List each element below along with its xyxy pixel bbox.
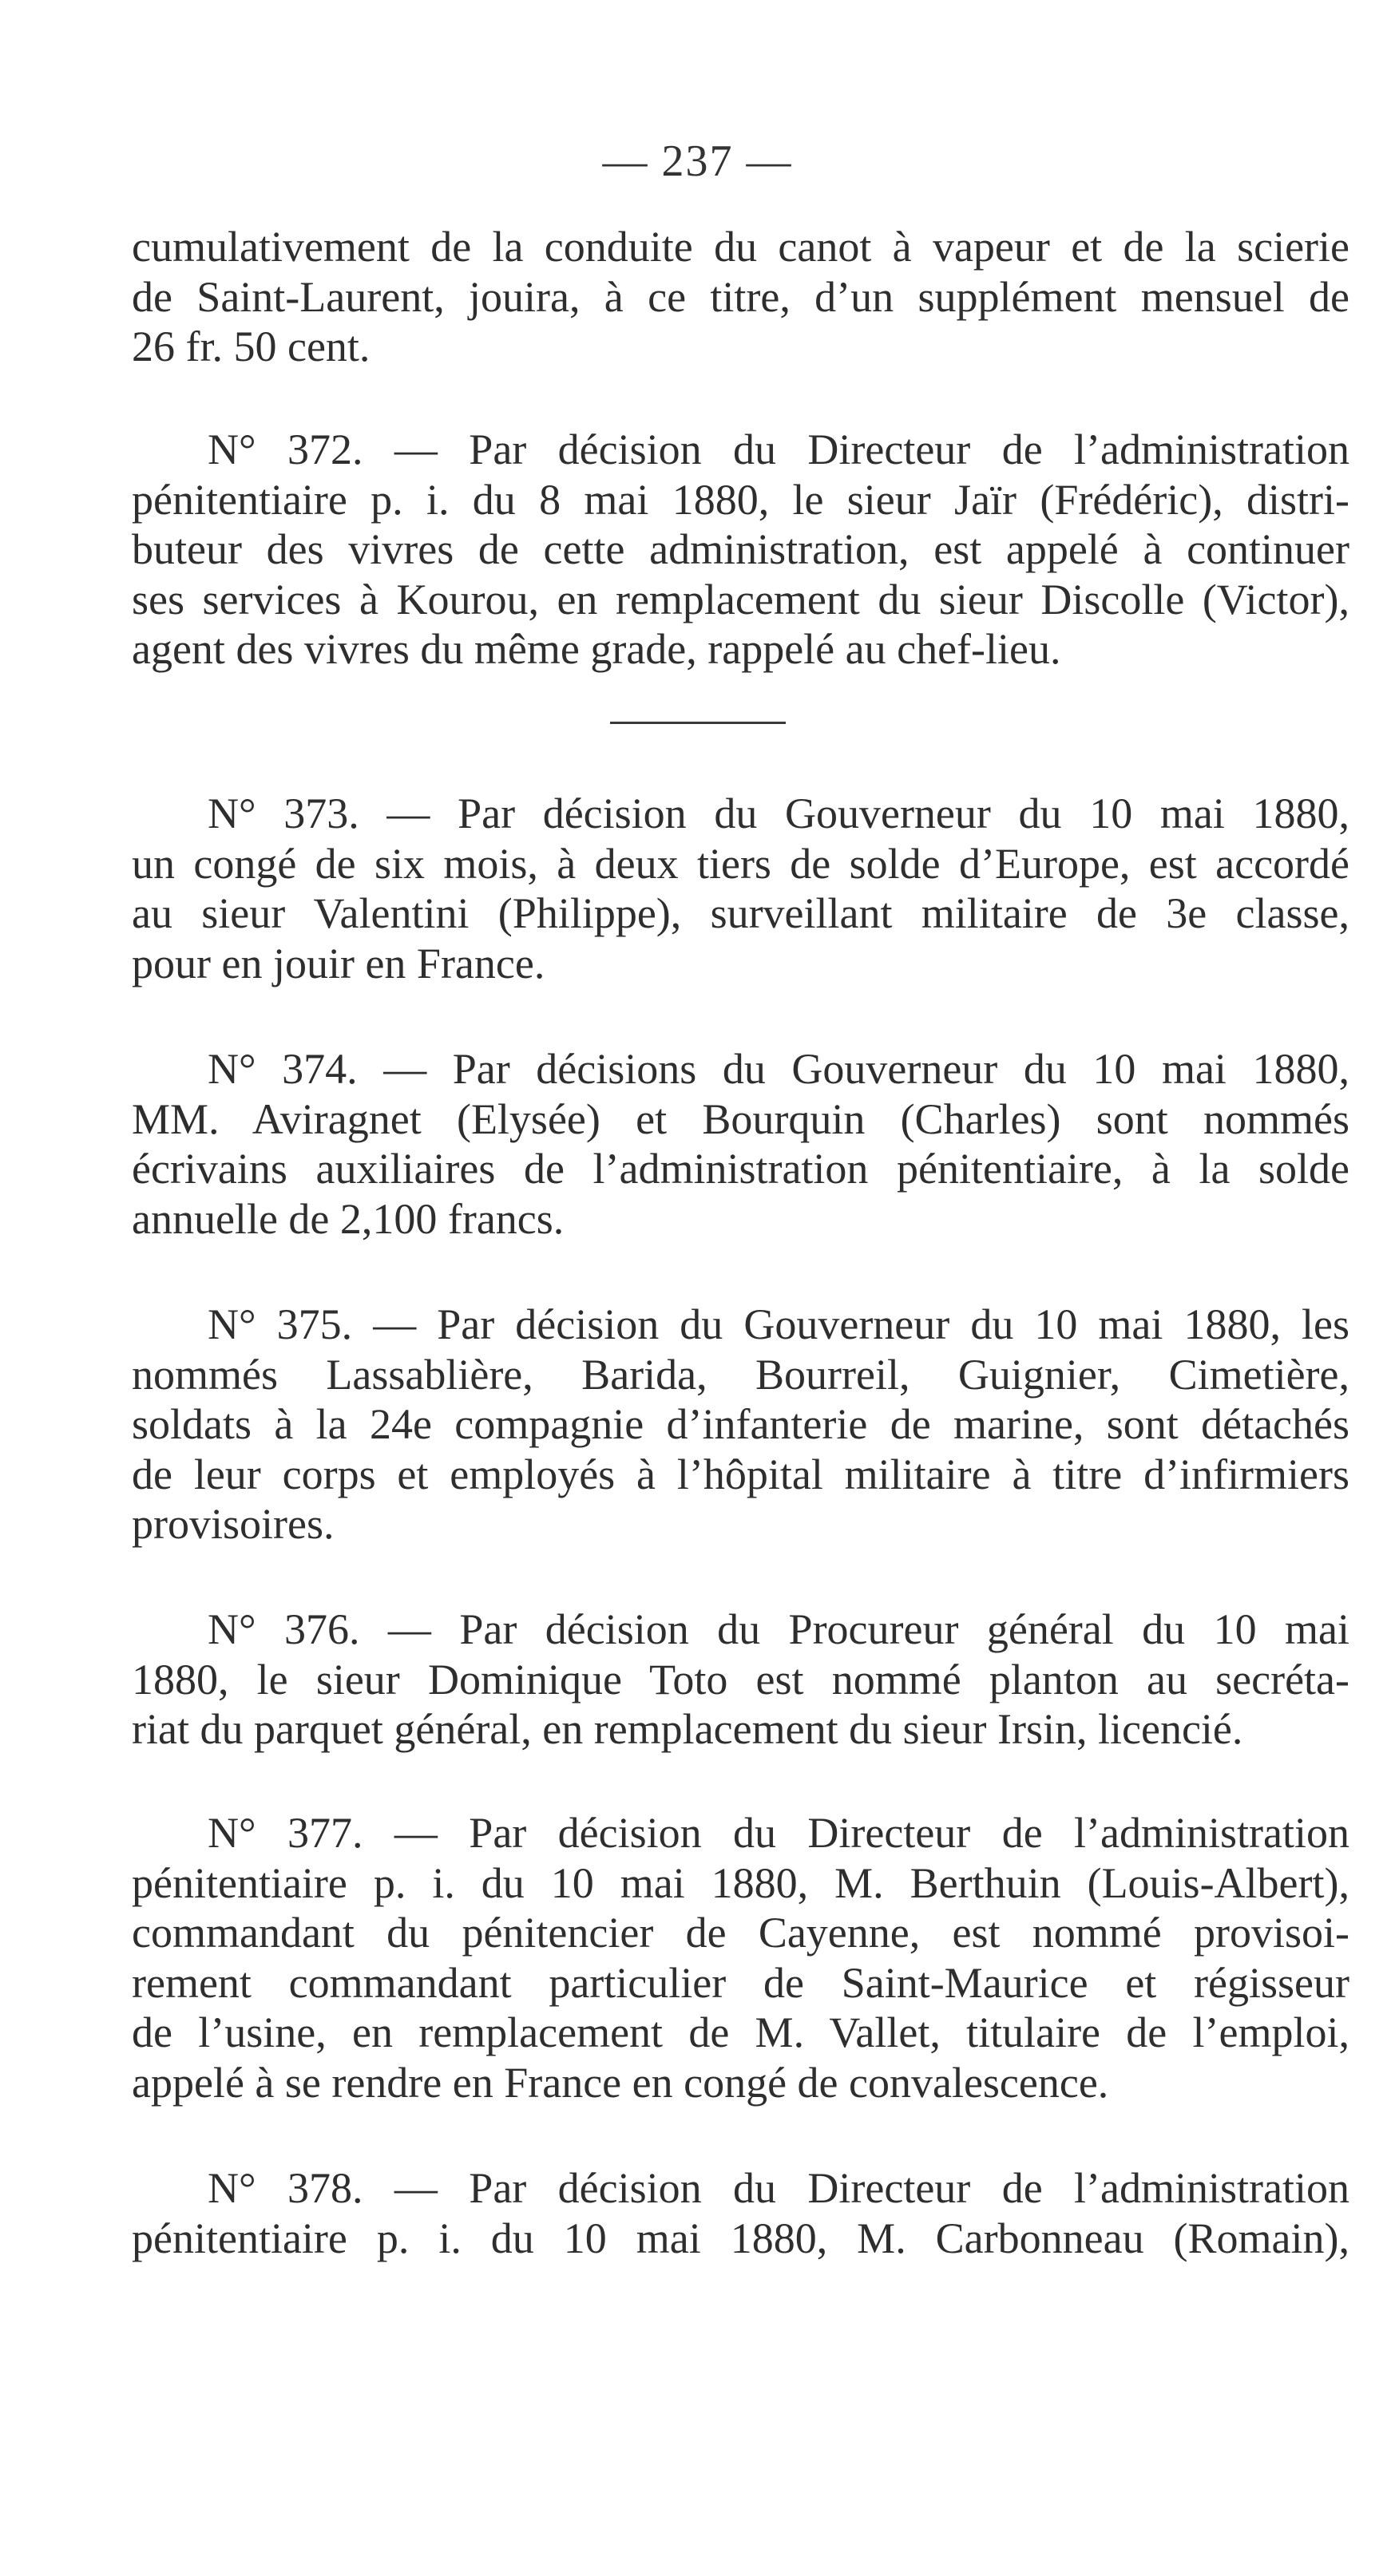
text-line: buteur des vivres de cette administration, est appelé à continuer — [132, 525, 1349, 573]
text-line: pour en jouir en France. — [132, 939, 545, 987]
text-line: N° 375. — Par décision du Gouverneur du 10 mai 1880, les — [208, 1300, 1349, 1348]
text-line: de Saint-Laurent, jouira, à ce titre, d’un supplément mensuel de — [132, 272, 1349, 321]
text-line: MM. Aviragnet (Elysée) et Bourquin (Charles) sont nommés — [132, 1094, 1349, 1143]
text-line: cumulativement de la conduite du canot à vapeur et de la scierie — [132, 223, 1349, 271]
text-line: écrivains auxiliaires de l’administration pénitentiaire, à la solde — [132, 1145, 1349, 1193]
paragraph-continuation — [132, 222, 1349, 372]
text-line: N° 378. — Par décision du Directeur de l’administration — [208, 2164, 1349, 2212]
text-line: appelé à se rendre en France en congé de convalescence. — [132, 2058, 1109, 2107]
text-line: pénitentiaire p. i. du 10 mai 1880, M. Berthuin (Louis-Albert), — [132, 1858, 1349, 1907]
text-line: N° 376. — Par décision du Procureur général du 10 mai — [208, 1605, 1349, 1653]
text-line: rement commandant particulier de Saint-Maurice et régisseur — [132, 1958, 1349, 2007]
paragraph-n378 — [132, 2163, 1349, 2263]
text-line: N° 372. — Par décision du Directeur de l’administration — [208, 425, 1349, 473]
paragraph-n377 — [132, 1808, 1349, 2107]
text-line: provisoires. — [132, 1500, 335, 1548]
text-line: riat du parquet général, en remplacement du sieur Irsin, licencié. — [132, 1705, 1243, 1753]
text-line: pénitentiaire p. i. du 8 mai 1880, le sieur Jaïr (Frédéric), distri- — [132, 475, 1349, 524]
paragraph-n373 — [132, 789, 1349, 988]
text-line: un congé de six mois, à deux tiers de solde d’Europe, est accordé — [132, 839, 1349, 888]
text-line: nommés Lassablière, Barida, Bourreil, Guignier, Cimetière, — [132, 1350, 1349, 1399]
paragraph-n376 — [132, 1605, 1349, 1755]
text-line: agent des vivres du même grade, rappelé au chef-lieu. — [132, 625, 1061, 673]
text-line: N° 374. — Par décisions du Gouverneur du 10 mai 1880, — [208, 1045, 1349, 1093]
text-line: annuelle de 2,100 francs. — [132, 1194, 565, 1243]
page-number: — 237 — — [602, 137, 793, 186]
text-line: 1880, le sieur Dominique Toto est nommé planton au secréta- — [132, 1655, 1349, 1703]
section-divider — [610, 722, 786, 724]
text-line: ses services à Kourou, en remplacement du sieur Discolle (Victor), — [132, 575, 1349, 623]
text-line: N° 373. — Par décision du Gouverneur du 10 mai 1880, — [208, 789, 1349, 837]
text-line: commandant du pénitencier de Cayenne, est nommé provisoi- — [132, 1909, 1349, 1957]
text-line: pénitentiaire p. i. du 10 mai 1880, M. Carbonneau (Romain), — [132, 2214, 1349, 2262]
paragraph-n374 — [132, 1044, 1349, 1244]
paragraph-n375 — [132, 1300, 1349, 1549]
text-line: 26 fr. 50 cent. — [132, 322, 371, 370]
text-line: N° 377. — Par décision du Directeur de l’administration — [208, 1809, 1349, 1857]
text-line: de leur corps et employés à l’hôpital militaire à titre d’infirmiers — [132, 1450, 1349, 1498]
text-line: au sieur Valentini (Philippe), surveillant militaire de 3e classe, — [132, 889, 1349, 937]
text-line: soldats à la 24e compagnie d’infanterie de marine, sont détachés — [132, 1400, 1349, 1448]
text-line: de l’usine, en remplacement de M. Vallet, titulaire de l’emploi, — [132, 2008, 1349, 2056]
paragraph-n372 — [132, 425, 1349, 675]
